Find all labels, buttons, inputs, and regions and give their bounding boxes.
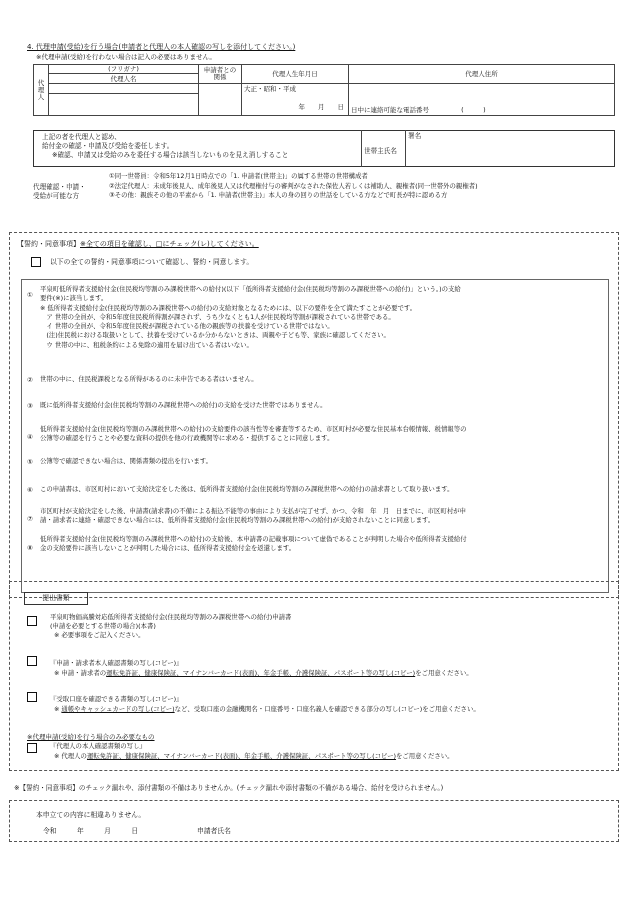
proxy-side-label: 代理人 (34, 65, 49, 116)
doc4: 『代理人の本人確認書類の写し』 ※ 代理人の運転免許証、健康保険証、マイナンバーカード(表面)、年金手帳、介護保険証、パスポート等の写し(コピー)をご用意ください。 (50, 742, 454, 760)
proxy-table (33, 64, 615, 116)
address-header: 代理人住所 (349, 65, 615, 84)
householder-label: 世帯主氏名 (364, 147, 397, 155)
doc4-checkbox[interactable] (27, 743, 37, 753)
oath-item-4-number: ④ (27, 433, 33, 441)
agree-all-checkbox[interactable] (31, 257, 41, 267)
oath-item-1: 平泉町低所得者支援給付金(住民税均等割のみ課税世帯への給付)(以下「低所得者支援給付金(住民税均等割のみ課税世帯への給付)」という。)の支給 要件(※)に該当します。 ※ 低所得者支援給付金(住民税均等割のみ課税世帯への給付)の支給対象となるためには、以下の要件を全て満たすことが必要です。 ア 世帯の全員が、令和5年度住民税所得割が課されず、うち少なくとも1人が住民税均等割が課税されている世帯である。 イ 世帯の全員が、令和5年度住民税が課税されている他の親族等の扶養を受けている世帯ではない。 (注)住民税における取扱いとして、扶養を受けているか分からないときは、両親や子ども等、家族に確認してください。 ウ 世帯の中に、租税条約による免除の適用を届け出ている者はいない。 (40, 285, 461, 349)
oath-item-2: 世帯の中に、住民税課税となる所得があるのに未申告である者はいません。 (40, 375, 258, 383)
oath-item-1-number: ① (27, 291, 33, 299)
name-header: 代理人名 (49, 74, 199, 84)
doc3-checkbox[interactable] (27, 692, 37, 702)
section4-title: 4. 代理申請(受給)を行う場合(申請者と代理人の本人確認の写しを添付してください。) (27, 43, 296, 51)
furigana-header: (フリガナ) (49, 65, 199, 74)
documents-label: 提出書類 (24, 592, 88, 605)
signature-label: 署名 (408, 132, 422, 140)
signer-name-input[interactable] (245, 822, 545, 836)
householder-name-input[interactable] (410, 142, 610, 164)
phone-paren: ( ) (461, 106, 486, 114)
doc3: 『受取口座を確認できる書類の写し(コピー)』 ※ 通帳やキャッシュカードの写し(コピー)など、受取口座の金融機関名・口座番号・口座名義人を確認できる部分の写し(コピー)をご用意ください。 (50, 695, 480, 713)
address-input[interactable] (349, 84, 615, 116)
oath-item-2-number: ② (27, 376, 33, 384)
oath-item-6-number: ⑥ (27, 486, 33, 494)
doc2: 『申請・請求者本人確認書類の写し(コピー)』 ※ 申請・請求者の運転免許証、健康保険証、マイナンバーカード(表面)、年金手帳、介護保険証、パスポート等の写し(コピー)をご用意ください。 (50, 659, 473, 677)
relation-header: 申請者との関係 (199, 65, 242, 84)
signer-label: 申請者氏名 (197, 827, 231, 835)
section4-note: ※代理申請(受給)を行わない場合は記入の必要はありません。 (36, 53, 216, 61)
proxy-note: ※代理申請(受給)を行う場合のみ必要なもの (27, 733, 155, 741)
birth-header: 代理人生年月日 (242, 65, 349, 84)
doc2-checkbox[interactable] (27, 656, 37, 666)
eligible-list: ①同一世帯員：令和5年12月1日時点での「1. 申請者(世帯主)」の属する世帯の世帯構成者 ②法定代理人：未成年後見人、成年後見人又は代理権付与の審判がなされた保佐人若しくは補助人、親権者(同一世帯外の親権者) ③その他：親族その他の平素から「1. 申請者(世帯主)」本人の身の回りの世話をしている方などで町長が特に認める方 (109, 172, 478, 200)
householder-divider (405, 130, 406, 167)
furigana-input[interactable] (49, 84, 199, 94)
oath-item-4: 低所得者支援給付金(住民税均等割のみ課税世帯への給付)の支給要件の該当性等を審査等するため、市区町村が必要な住民基本台帳情報、税情報等の 公簿等の確認を行うことや必要な資料の提供を他の行政機関等に求める・提供することに同意します。 (40, 425, 467, 443)
oath-item-7: 市区町村が支給決定をした後、申請書(請求書)の不備による振込不能等の事由により支払が完了せず、かつ、令和 年 月 日までに、市区町村が申 請・請求者に連絡・確認できない場合には、低所得者支援給付金(住民税均等割のみ課税世帯への給付)が支給されないことに同意します。 (40, 507, 466, 525)
oath-item-3-number: ③ (27, 402, 33, 410)
era-options: 大正・昭和・平成 (244, 85, 296, 94)
birth-input[interactable] (242, 84, 349, 116)
birth-ymd: 年 月 日 (298, 102, 344, 111)
oath-item-6: この申請書は、市区町村において支給決定をした後は、低所得者支援給付金(住民税均等割のみ課税世帯への給付)の請求書として取り扱います。 (40, 485, 454, 493)
agree-all-label: 以下の全ての誓約・同意事項について確認し、誓約・同意します。 (50, 258, 254, 266)
declaration-date: 令和 年 月 日 (43, 827, 139, 835)
oath-item-5: 公簿等で確認できない場合は、関係書類の提出を行います。 (40, 457, 213, 465)
name-input[interactable] (49, 94, 199, 116)
oath-item-7-number: ⑦ (27, 515, 33, 523)
oath-item-8-number: ⑧ (27, 544, 33, 552)
phone-label: 日中に連絡可能な電話番号 (351, 106, 429, 114)
oath-item-8: 低所得者支援給付金(住民税均等割のみ課税世帯への給付)の支給後、本申請書の記載事項について虚偽であることが判明した場合や低所得者支援給付 金の支給要件に該当しないことが判明した場合には、低所得者支援給付金を返還します。 (40, 535, 467, 553)
footer-warning: ※【誓約・同意事項】のチェック漏れや、添付書類の不備はありませんか。(チェック漏れや添付書類の不備がある場合、給付を受けられません。) (14, 784, 444, 792)
oath-header: 【誓約・同意事項】※全ての項目を確認し、□にチェック(レ)してください。 (17, 240, 259, 248)
oath-item-3: 既に低所得者支援給付金(住民税均等割のみ課税世帯への給付)の支給を受けた世帯ではありません。 (40, 401, 327, 409)
doc1-checkbox[interactable] (27, 616, 37, 626)
appointment-text: 上記の者を代理人と認め、 給付金の確認・申請及び受給を委任します。 ※確認、申請又は受給のみを委任する場合は該当しないものを見え消しすること (42, 133, 289, 159)
oath-item-5-number: ⑤ (27, 458, 33, 466)
doc1: 平泉町物価高騰対応低所得者支援給付金(住民税均等割のみ課税世帯への給付)申請書 (申請を必要とする世帯の場合)(本書) ※ 必要事項をご記入ください。 (50, 613, 292, 639)
eligible-label: 代理確認・申請・ 受給が可能な方 (33, 183, 86, 200)
appointment-divider (361, 130, 362, 167)
declaration-text: 本申立ての内容に相違ありません。 (36, 811, 146, 819)
relation-input[interactable] (199, 84, 242, 116)
